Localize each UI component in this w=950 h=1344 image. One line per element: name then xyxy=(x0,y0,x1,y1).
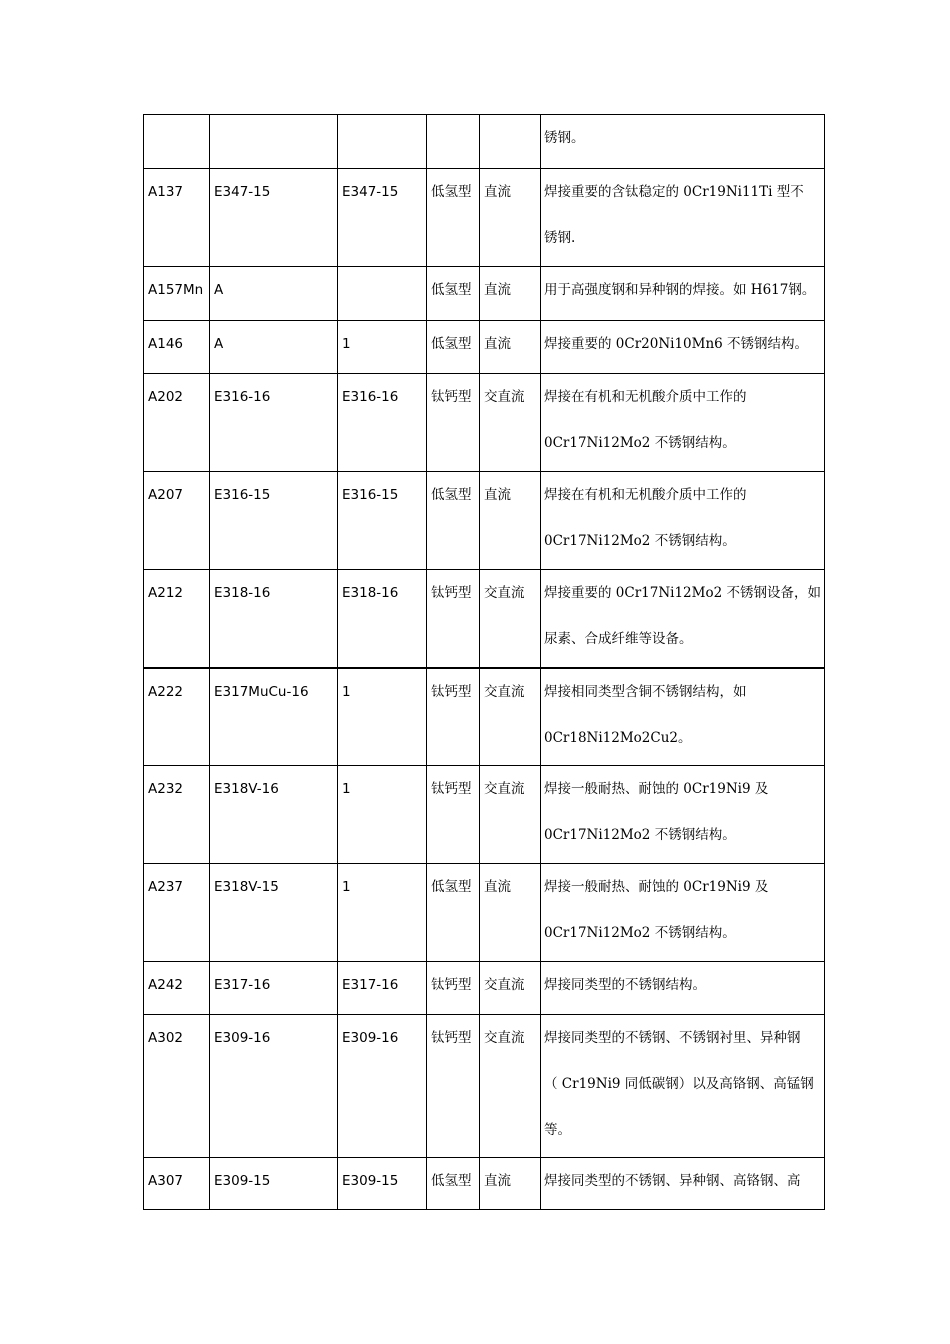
application-cell xyxy=(541,267,825,321)
gb-model-cell: E347-15 xyxy=(210,169,338,267)
electrode-code-cell: A207 xyxy=(144,472,210,570)
application-line: 焊接同类型的不锈钢、异种钢、高铬钢、高 xyxy=(544,1173,801,1189)
table-row xyxy=(144,766,825,864)
coating-type-cell: 低氢型 xyxy=(427,321,480,374)
application-line: 焊接重要的 0Cr17Ni12Mo2 不锈钢设备，如 xyxy=(544,585,821,601)
coating-type-cell: 低氢型 xyxy=(427,169,480,267)
gb-model-cell: E309-16 xyxy=(210,1015,338,1158)
application-line: 用于高强度钢和异种钢的焊接。如 H617钢。 xyxy=(544,282,816,298)
coating-type-cell: 钛钙型 xyxy=(427,1015,480,1158)
table-row xyxy=(144,962,825,1015)
current-type-cell: 直流 xyxy=(480,472,541,570)
gb-model-cell xyxy=(210,115,338,169)
aws-model-cell: E318-16 xyxy=(338,570,427,668)
gb-model-cell: E317MuCu-16 xyxy=(210,668,338,766)
application-line: 等。 xyxy=(544,1122,571,1138)
application-line: 0Cr17Ni12Mo2 不锈钢结构。 xyxy=(544,827,736,843)
coating-type-cell: 低氢型 xyxy=(427,864,480,962)
gb-model-cell: E318V-16 xyxy=(210,766,338,864)
current-type-cell xyxy=(480,115,541,169)
coating-type-cell xyxy=(427,115,480,169)
application-cell xyxy=(541,374,825,472)
gb-model-cell: A xyxy=(210,321,338,374)
current-type-cell: 直流 xyxy=(480,321,541,374)
application-cell xyxy=(541,570,825,668)
aws-model-cell xyxy=(338,115,427,169)
table-row xyxy=(144,570,825,668)
application-line: 0Cr17Ni12Mo2 不锈钢结构。 xyxy=(544,533,736,549)
application-cell xyxy=(541,668,825,766)
application-line: 焊接同类型的不锈钢结构。 xyxy=(544,977,706,993)
application-cell xyxy=(541,1158,825,1210)
aws-model-cell: E316-15 xyxy=(338,472,427,570)
gb-model-cell: A xyxy=(210,267,338,321)
aws-model-cell: E347-15 xyxy=(338,169,427,267)
table-row xyxy=(144,864,825,962)
application-line: 焊接一般耐热、耐蚀的 0Cr19Ni9 及 xyxy=(544,781,769,797)
table-row xyxy=(144,668,825,766)
current-type-cell: 交直流 xyxy=(480,1015,541,1158)
aws-model-cell: E317-16 xyxy=(338,962,427,1015)
electrode-code-cell: A242 xyxy=(144,962,210,1015)
electrode-code-cell: A307 xyxy=(144,1158,210,1210)
application-cell xyxy=(541,962,825,1015)
coating-type-cell: 钛钙型 xyxy=(427,766,480,864)
table-row xyxy=(144,374,825,472)
electrode-code-cell: A232 xyxy=(144,766,210,864)
current-type-cell: 交直流 xyxy=(480,668,541,766)
application-line: 0Cr17Ni12Mo2 不锈钢结构。 xyxy=(544,435,736,451)
current-type-cell: 交直流 xyxy=(480,374,541,472)
electrode-code-cell xyxy=(144,115,210,169)
aws-model-cell: 1 xyxy=(338,864,427,962)
coating-type-cell: 钛钙型 xyxy=(427,374,480,472)
gb-model-cell: E309-15 xyxy=(210,1158,338,1210)
aws-model-cell: 1 xyxy=(338,321,427,374)
aws-model-cell: E309-15 xyxy=(338,1158,427,1210)
coating-type-cell: 低氢型 xyxy=(427,1158,480,1210)
current-type-cell: 交直流 xyxy=(480,962,541,1015)
coating-type-cell: 低氢型 xyxy=(427,472,480,570)
aws-model-cell: 1 xyxy=(338,766,427,864)
application-line: 焊接在有机和无机酸介质中工作的 xyxy=(544,389,747,405)
application-cell xyxy=(541,115,825,169)
table-row xyxy=(144,169,825,267)
coating-type-cell: 钛钙型 xyxy=(427,570,480,668)
gb-model-cell: E318V-15 xyxy=(210,864,338,962)
table-row xyxy=(144,1158,825,1210)
gb-model-cell: E316-15 xyxy=(210,472,338,570)
table-row xyxy=(144,472,825,570)
application-line: 焊接在有机和无机酸介质中工作的 xyxy=(544,487,747,503)
electrode-code-cell: A222 xyxy=(144,668,210,766)
current-type-cell: 直流 xyxy=(480,169,541,267)
coating-type-cell: 钛钙型 xyxy=(427,668,480,766)
electrode-table-body xyxy=(144,115,825,1210)
application-cell xyxy=(541,321,825,374)
current-type-cell: 交直流 xyxy=(480,570,541,668)
application-line: 0Cr18Ni12Mo2Cu2。 xyxy=(544,729,692,746)
application-line: 0Cr17Ni12Mo2 不锈钢结构。 xyxy=(544,925,736,941)
application-cell xyxy=(541,864,825,962)
application-line: （ Cr19Ni9 同低碳钢）以及高铬钢、高锰钢 xyxy=(544,1076,814,1092)
aws-model-cell: E309-16 xyxy=(338,1015,427,1158)
electrode-code-cell: A157Mn xyxy=(144,267,210,321)
table-row xyxy=(144,1015,825,1158)
aws-model-cell: 1 xyxy=(338,668,427,766)
aws-model-cell xyxy=(338,267,427,321)
current-type-cell: 交直流 xyxy=(480,766,541,864)
electrode-code-cell: A302 xyxy=(144,1015,210,1158)
table-row xyxy=(144,321,825,374)
electrode-code-cell: A212 xyxy=(144,570,210,668)
coating-type-cell: 低氢型 xyxy=(427,267,480,321)
application-line: 焊接重要的 0Cr20Ni10Mn6 不锈钢结构。 xyxy=(544,336,809,352)
application-line: 焊接相同类型含铜不锈钢结构，如 xyxy=(544,683,747,700)
electrode-table xyxy=(143,114,825,1210)
current-type-cell: 直流 xyxy=(480,864,541,962)
application-line: 焊接重要的含钛稳定的 0Cr19Ni11Ti 型不 xyxy=(544,184,804,200)
application-cell xyxy=(541,766,825,864)
aws-model-cell: E316-16 xyxy=(338,374,427,472)
application-cell xyxy=(541,169,825,267)
gb-model-cell: E316-16 xyxy=(210,374,338,472)
application-line: 锈钢. xyxy=(544,230,576,246)
electrode-code-cell: A146 xyxy=(144,321,210,374)
table-row xyxy=(144,115,825,169)
application-cell xyxy=(541,1015,825,1158)
electrode-code-cell: A237 xyxy=(144,864,210,962)
application-cell xyxy=(541,472,825,570)
gb-model-cell: E318-16 xyxy=(210,570,338,668)
application-line: 尿素、合成纤维等设备。 xyxy=(544,631,693,647)
current-type-cell: 直流 xyxy=(480,267,541,321)
table-row xyxy=(144,267,825,321)
application-line: 焊接一般耐热、耐蚀的 0Cr19Ni9 及 xyxy=(544,879,769,895)
coating-type-cell: 钛钙型 xyxy=(427,962,480,1015)
current-type-cell: 直流 xyxy=(480,1158,541,1210)
gb-model-cell: E317-16 xyxy=(210,962,338,1015)
application-line: 焊接同类型的不锈钢、不锈钢衬里、异种钢 xyxy=(544,1030,801,1046)
application-line: 锈钢。 xyxy=(544,130,585,146)
electrode-code-cell: A202 xyxy=(144,374,210,472)
electrode-code-cell: A137 xyxy=(144,169,210,267)
